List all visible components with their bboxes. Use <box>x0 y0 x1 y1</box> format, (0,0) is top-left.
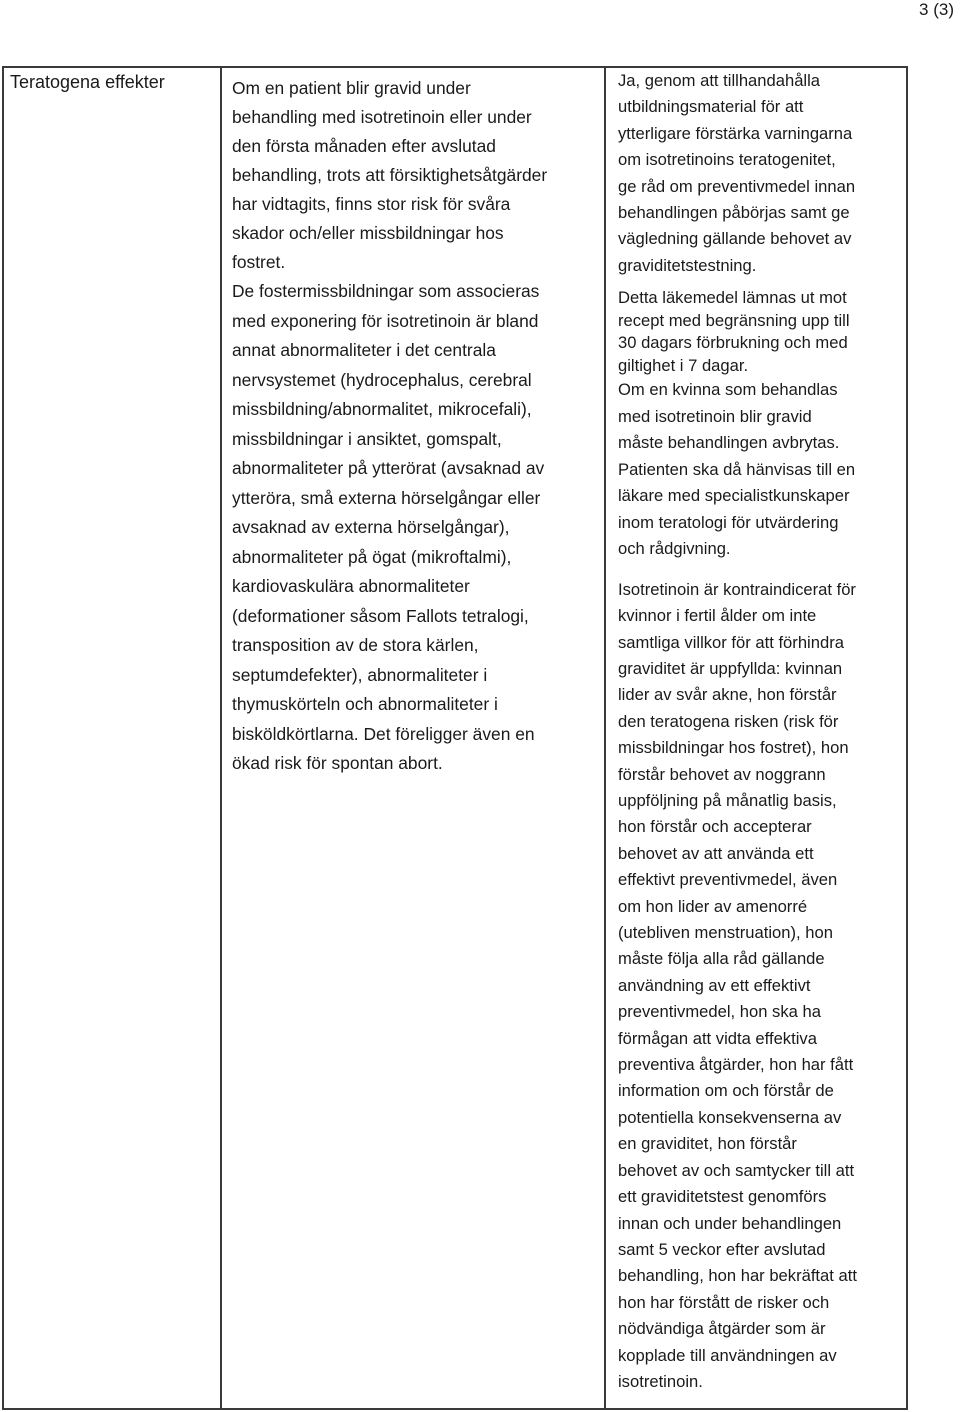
column-divider <box>604 68 606 1408</box>
minimisation-paragraph-education: Ja, genom att tillhandahålla utbildningsmaterial för att ytterligare förstärka varningarna om isotretinoins teratogenitet, ge råd om preventivmedel innan behandlingen påbörjas samt ge vägledning gällande behovet av graviditetstestning. <box>618 71 856 275</box>
document-table <box>2 66 908 1410</box>
row-label: Teratogena effekter <box>10 72 165 92</box>
column-divider <box>220 68 222 1408</box>
risk-paragraph-malformations: De fostermissbildningar som associeras med exponering för isotretinoin är bland annat abnormaliteter i det centrala nervsystemet (hydrocephalus, cerebral missbildning/abnormalitet, mikrocefali), missbildningar i ansiktet, gomspalt, abnormaliteter på ytterörat (avsaknad av ytteröra, små externa hörselgångar eller avsaknad av externa hörselgångar), abnormaliteter på ögat (mikroftalmi), kardiovaskulära abnormaliteter (deformationer såsom Fallots tetralogi, transposition av de stora kärlen, septumdefekter), abnormaliteter i thymuskörteln och abnormaliteter i bisköldkörtlarna. Det föreligger även en ökad risk för spontan abort. <box>232 281 545 773</box>
page-number: 3 (3) <box>919 0 954 19</box>
minimisation-paragraph-pregnancy: Om en kvinna som behandlas med isotretinoin blir gravid måste behandlingen avbrytas. Patienten ska då hänvisas till en läkare med specialistkunskaper inom teratologi för utvärdering och rådgivning. <box>618 380 856 559</box>
risk-description-cell <box>232 74 597 779</box>
minimisation-paragraph-contraindication: Isotretinoin är kontraindicerat för kvinnor i fertil ålder om inte samtliga villkor för att förhindra graviditet är uppfyllda: kvinnan lider av svår akne, hon förstår den teratogena risken (risk för missbildningar hos fostret), hon förstår behovet av noggrann uppföljning på månatlig basis, hon förstår och accepterar behovet av att använda ett effektivt preventivmedel, även om hon lider av amenorré (utebliven menstruation), hon måste följa alla råd gällande användning av ett effektivt preventivmedel, hon ska ha förmågan att vidta effektiva preventiva åtgärder, hon har fått information om och förstår de potentiella konsekvenserna av en graviditet, hon förstår behovet av och samtycker till att ett graviditetstest genomförs innan och under behandlingen samt 5 veckor efter avslutad behandling, hon har bekräftat att hon har förstått de risker och nödvändiga åtgärder som är kopplade till användningen av isotretinoin. <box>618 579 857 1391</box>
risk-paragraph-pregnancy: Om en patient blir gravid under behandling med isotretinoin eller under den första månaden efter avslutad behandling, trots att försiktighetsåtgärder har vidtagits, finns stor risk för svåra skador och/eller missbildningar hos fostret. <box>232 78 548 272</box>
minimisation-paragraph-prescription: Detta läkemedel lämnas ut mot recept med begränsning upp till 30 dagars förbrukning och med giltighet i 7 dagar. <box>618 288 850 375</box>
row-label-cell <box>10 70 215 94</box>
risk-minimisation-cell <box>618 68 908 1395</box>
